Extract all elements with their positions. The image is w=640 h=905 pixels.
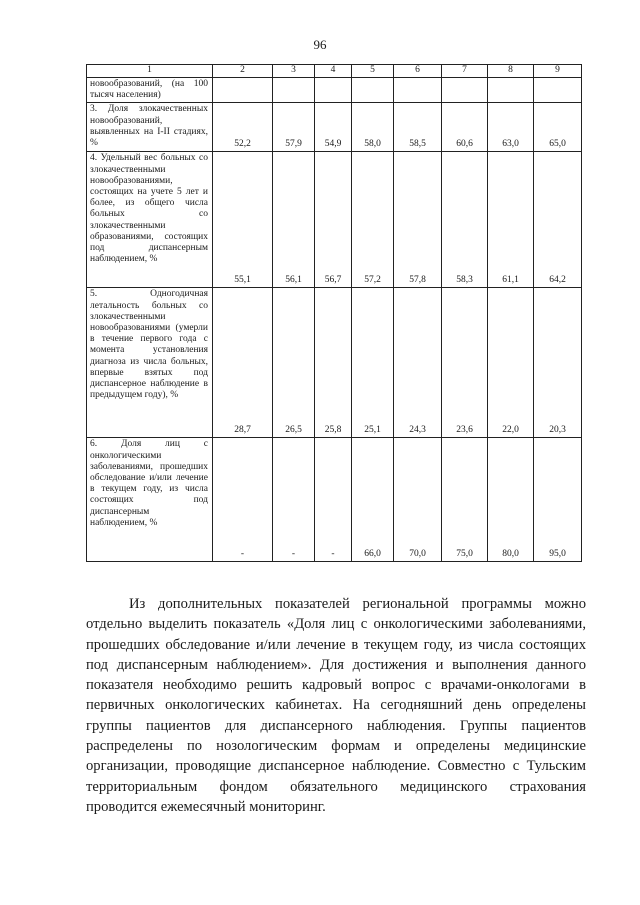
column-header: 3 (273, 65, 315, 78)
row-label: 3. Доля злокачественных новообразований, выявленных на I-II стадиях, % (87, 103, 213, 152)
table-cell: 23,6 (442, 288, 488, 438)
table-cell: - (273, 438, 315, 562)
column-header: 6 (394, 65, 442, 78)
row-label: 5. Одногодичная летальность больных со злокачественными новообразованиями (умерли в течение первого года с момента установления диагноза из числа больных, впервые взятых под диспансерное наблюдение в предыдущем году), % (87, 288, 213, 438)
table-cell: 58,5 (394, 103, 442, 152)
row-label: 6. Доля лиц с онкологическими заболеваниями, прошедших обследование и/или лечение в текущем году, из числа состоящих под диспансерным наблюдением, % (87, 438, 213, 562)
table-cell: 57,8 (394, 152, 442, 288)
column-header: 7 (442, 65, 488, 78)
column-header: 4 (315, 65, 352, 78)
body-paragraph: Из дополнительных показателей региональной программы можно отдельно выделить показатель «Доля лиц с онкологическими заболеваниями, прошедших обследование и/или лечение в текущем году, из числа состоящих под диспансерным наблюдением». Для достижения и выполнения данного показателя необходимо решить кадровый вопрос с врачами-онкологами в первичных онкологических кабинетах. На сегодняшний день определены группы пациентов для диспансерного наблюдения. Группы пациентов распределены по нозологическим формам и определены медицинские организации, проводящие диспансерное наблюдение. Совместно с Тульским территориальным фондом обязательного медицинского страхования проводится ежемесячный мониторинг. (86, 596, 586, 815)
table-cell: 22,0 (488, 288, 534, 438)
table-cell (534, 78, 582, 103)
table-cell: 70,0 (394, 438, 442, 562)
table-cell: 64,2 (534, 152, 582, 288)
table-row (87, 288, 582, 438)
table-cell (273, 78, 315, 103)
table-row (87, 152, 582, 288)
row-label: 4. Удельный вес больных со злокачественными новообразованиями, состоящих на учете 5 лет и более, из общего числа больных со злокачественными образованиями, состоящих под диспансерным наблюдением, % (87, 152, 213, 288)
table-cell: 20,3 (534, 288, 582, 438)
table-cell: 75,0 (442, 438, 488, 562)
column-header: 2 (213, 65, 273, 78)
table-cell (213, 78, 273, 103)
table-cell: 54,9 (315, 103, 352, 152)
table-cell: - (315, 438, 352, 562)
table-cell (352, 78, 394, 103)
column-header: 8 (488, 65, 534, 78)
column-header: 1 (87, 65, 213, 78)
table-cell: 28,7 (213, 288, 273, 438)
table-row (87, 438, 582, 562)
table-cell: 60,6 (442, 103, 488, 152)
table-cell: 57,2 (352, 152, 394, 288)
table-cell: 61,1 (488, 152, 534, 288)
table-cell (442, 78, 488, 103)
indicators-table (86, 64, 582, 562)
column-header: 5 (352, 65, 394, 78)
table-cell (488, 78, 534, 103)
table-cell: 58,0 (352, 103, 394, 152)
page-number: 96 (313, 37, 327, 52)
table-cell: 24,3 (394, 288, 442, 438)
column-header: 9 (534, 65, 582, 78)
table-cell: 58,3 (442, 152, 488, 288)
table-cell (394, 78, 442, 103)
table-cell (315, 78, 352, 103)
table-header-row (87, 65, 582, 78)
table-cell: 95,0 (534, 438, 582, 562)
table-cell: 52,2 (213, 103, 273, 152)
row-label: новообразований, (на 100 тысяч населения) (87, 78, 213, 103)
table-cell: 55,1 (213, 152, 273, 288)
table-cell: 80,0 (488, 438, 534, 562)
table-cell: 56,7 (315, 152, 352, 288)
table-cell: 63,0 (488, 103, 534, 152)
table-cell: - (213, 438, 273, 562)
table-cell: 26,5 (273, 288, 315, 438)
table-row (87, 103, 582, 152)
table-row (87, 78, 582, 103)
table-cell: 56,1 (273, 152, 315, 288)
table-cell: 25,1 (352, 288, 394, 438)
table-cell: 25,8 (315, 288, 352, 438)
table-cell: 57,9 (273, 103, 315, 152)
table-cell: 66,0 (352, 438, 394, 562)
table-cell: 65,0 (534, 103, 582, 152)
